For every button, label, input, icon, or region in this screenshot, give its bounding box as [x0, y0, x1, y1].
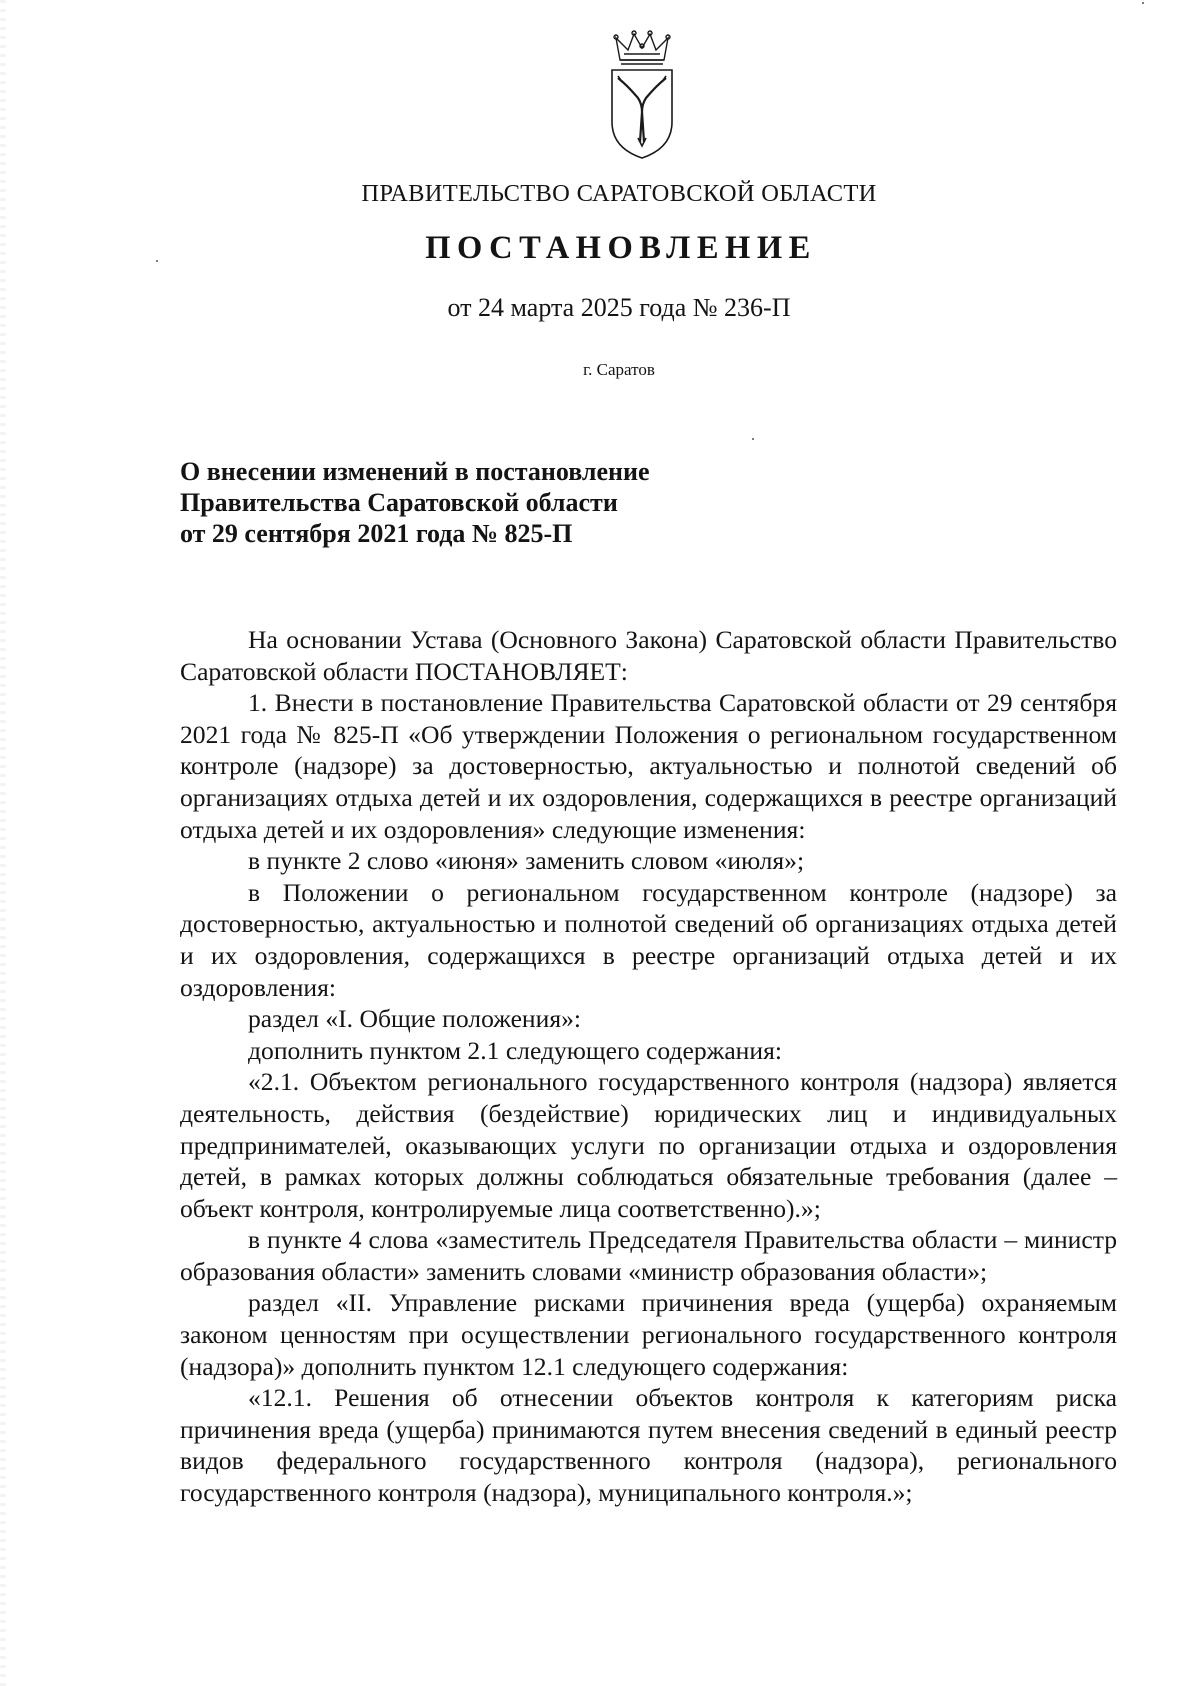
scan-speck	[156, 260, 158, 262]
scan-speck	[1142, 2, 1144, 4]
coat-of-arms-icon	[604, 30, 680, 160]
title-line: от 29 сентября 2021 года № 825-П	[180, 519, 573, 548]
scan-speck	[752, 438, 754, 440]
body-paragraph: «12.1. Решения об отнесении объектов контроля к категориям риска причинения вреда (ущерба) принимаются путем внесения сведений в единый реестр видов федерального государственного контроля (надзора), регионального государственного контроля (надзора), муниципального контроля.»;	[180, 1383, 1117, 1508]
body-paragraph: в пункте 2 слово «июня» заменить словом «июля»;	[248, 846, 805, 876]
body-paragraph: 1. Внести в постановление Правительства Саратовской области от 29 сентября 2021 года № 825-П «Об утверждении Положения о региональном государственном контроле (надзоре) за достоверностью, актуальностью и полнотой сведений об организациях отдыха детей и их оздоровления, содержащихся в реестре организаций отдыха детей и их оздоровления» следующие изменения:	[180, 688, 1117, 844]
body-paragraph: раздел «II. Управление рисками причинения вреда (ущерба) охраняемым законом ценностям при осуществлении регионального государственного контроля (надзора)» дополнить пунктом 12.1 следующего содержания:	[180, 1288, 1117, 1381]
document-date-number: от 24 марта 2025 года № 236-П	[447, 293, 791, 322]
government-name: ПРАВИТЕЛЬСТВО САРАТОВСКОЙ ОБЛАСТИ	[361, 180, 877, 207]
title-line: О внесении изменений в постановление	[180, 457, 650, 486]
title-line: Правительства Саратовской области	[180, 488, 618, 517]
document-city: г. Саратов	[583, 360, 655, 379]
body-paragraph: в пункте 4 слова «заместитель Председателя Правительства области – министр образования области» заменить словами «министр образования области»;	[180, 1225, 1117, 1286]
body-paragraph: раздел «I. Общие положения»:	[248, 1004, 582, 1034]
body-paragraph: «2.1. Объектом регионального государственного контроля (надзора) является деятельность, действия (бездействие) юридических лиц и индивидуальных предпринимателей, оказывающих услуги по организации отдыха и оздоровления детей, в рамках которых должны соблюдаться обязательные требования (далее – объект контроля, контролируемые лица соответственно).»;	[180, 1067, 1117, 1223]
document-body	[180, 624, 1117, 1509]
body-paragraph: дополнить пунктом 2.1 следующего содержания:	[248, 1035, 782, 1065]
body-paragraph: На основании Устава (Основного Закона) Саратовской области Правительство Саратовской области ПОСТАНОВЛЯЕТ:	[180, 625, 1117, 686]
document-title	[180, 456, 650, 549]
document-type-heading: ПОСТАНОВЛЕНИЕ	[425, 230, 817, 266]
body-paragraph: в Положении о региональном государственном контроле (надзоре) за достоверностью, актуальностью и полнотой сведений об организациях отдыха детей и их оздоровления, содержащихся в реестре организаций отдыха детей и их оздоровления:	[180, 877, 1117, 1002]
